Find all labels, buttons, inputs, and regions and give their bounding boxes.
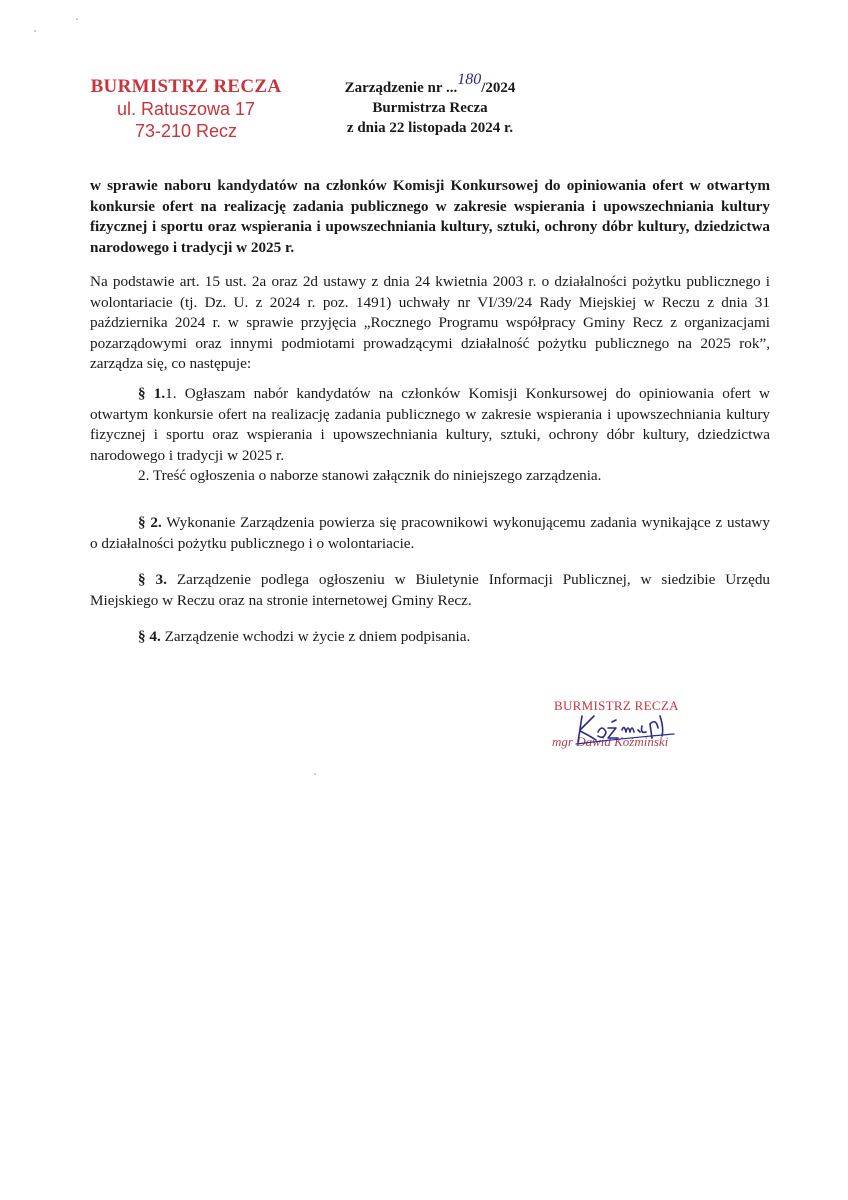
section-2-label: § 2.: [138, 514, 162, 531]
section-4-text: Zarządzenie wchodzi w życie z dniem podpisania.: [160, 628, 471, 645]
section-3-text: Zarządzenie podlega ogłoszeniu w Biuletynie Informacji Publicznej, w siedzibie Urzędu Miejskiego w Reczu oraz na stronie internetowej Gminy Recz.: [90, 571, 771, 609]
scan-speck: [76, 18, 78, 20]
section-3: [90, 570, 770, 611]
document-header: [330, 71, 530, 138]
stamp-street: ul. Ratuszowa 17: [116, 99, 256, 119]
section-1-label: § 1.: [138, 385, 166, 402]
stamp-postal: 73-210 Recz: [134, 121, 238, 141]
signature-block: [546, 694, 706, 764]
scan-speck: [314, 773, 316, 775]
scan-speck: [34, 30, 36, 32]
handwritten-number: 180: [457, 71, 482, 88]
decree-number: Zarządzenie nr ...180/2024: [344, 71, 516, 96]
decree-issuer: Burmistrza Recza: [372, 100, 488, 116]
signature-stamp-title: BURMISTRZ RECZA: [554, 698, 679, 713]
decree-subject: w sprawie naboru kandydatów na członków Komisji Konkursowej do opiniowania ofert w otwartym konkursie ofert na realizację zadania publicznego w zakresie wspierania i upowszechniania kultury fizycznej i sportu oraz wspierania i upowszechniania kultury, sztuki, ochrony dóbr kultury, dziedzictwa narodowego i tradycji w 2025 r.: [90, 177, 770, 256]
stamp-title: BURMISTRZ RECZA: [90, 76, 282, 97]
signature-name: mgr Dawid Koźmiński: [552, 734, 669, 749]
decree-date: z dnia 22 listopada 2024 r.: [346, 120, 514, 136]
section-1-point-2: 2. Treść ogłoszenia o naborze stanowi załącznik do niniejszego zarządzenia.: [138, 467, 602, 485]
section-2-text: Wykonanie Zarządzenia powierza się pracownikowi wykonującemu zadania wynikające z ustawy o działalności pożytku publicznego i o wolontariacie.: [90, 514, 770, 552]
section-3-label: § 3.: [138, 571, 167, 588]
section-4-label: § 4.: [138, 628, 161, 645]
section-4: [90, 627, 770, 648]
issuer-stamp: [88, 76, 284, 142]
section-1: [90, 384, 770, 487]
section-2: [90, 513, 770, 554]
legal-basis: Na podstawie art. 15 ust. 2a oraz 2d ustawy z dnia 24 kwietnia 2003 r. o działalności pożytku publicznego i wolontariacie (tj. Dz. U. z 2024 r. poz. 1491) uchwały nr VI/39/24 Rady Miejskiej w Reczu z dnia 31 października 2024 r. w sprawie przyjęcia „Rocznego Programu współpracy Gminy Recz z organizacjami pozarządowymi oraz innymi podmiotami prowadzącymi działalność pożytku publicznego na 2025 rok”, zarządza się, co następuje:: [90, 273, 770, 373]
section-1-point-1: § 1.1. Ogłaszam nabór kandydatów na członków Komisji Konkursowej do opiniowania ofert w otwartym konkursie ofert na realizację zadania publicznego w zakresie wspierania i upowszechniania kultury fizycznej i sportu oraz wspierania i upowszechniania kultury, sztuki, ochrony dóbr kultury, dziedzictwa narodowego i tradycji w 2025 r.: [90, 385, 770, 464]
handwritten-signature-icon: [546, 694, 706, 764]
